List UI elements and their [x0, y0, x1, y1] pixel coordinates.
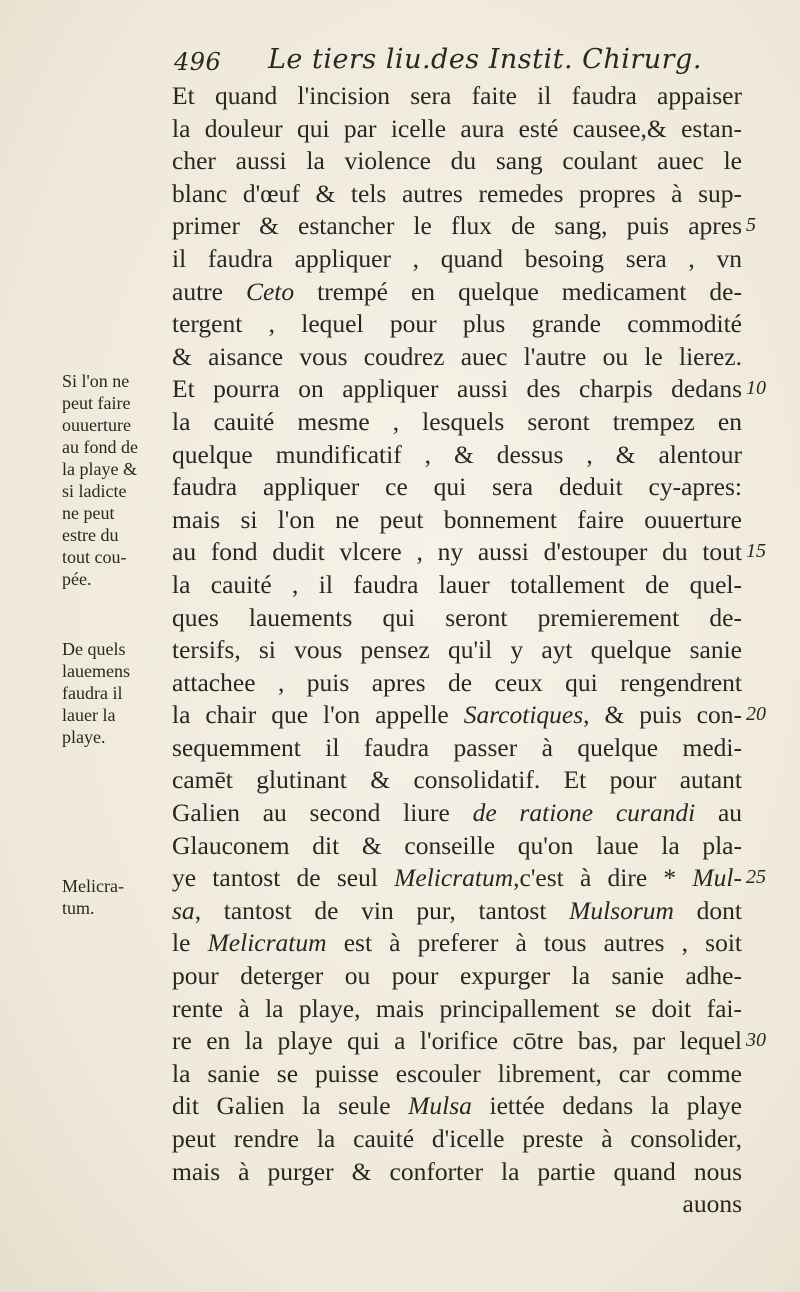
text-line [172, 80, 742, 113]
text-segment: & aisance vous coudrez auec l'autre ou le lierez. [172, 341, 742, 371]
text-segment: , & puis con- [583, 700, 742, 730]
text-segment: re en la playe qui a l'orifice cōtre bas, par lequel [172, 1026, 742, 1056]
margin-note-melicratum [62, 875, 172, 919]
line-number: 30 [746, 1029, 766, 1052]
text-line [172, 569, 742, 602]
text-line [172, 830, 742, 863]
page-header [174, 44, 702, 84]
text-segment: dont [673, 895, 742, 925]
text-line [172, 406, 742, 439]
text-segment: tergent , lequel pour plus grande commodité [172, 309, 742, 339]
main-text-block [172, 80, 742, 1221]
text-segment: Galien au second liure [172, 798, 473, 828]
margin-note-line: tout cou- [62, 547, 127, 567]
margin-note-line: Melicra- [62, 876, 124, 896]
text-segment: Et pourra on appliquer aussi des charpis dedans [172, 374, 742, 404]
margin-note-line: estre du [62, 525, 119, 545]
margin-note-line: peut faire [62, 393, 131, 413]
text-line [172, 602, 742, 635]
text-line [172, 1156, 742, 1189]
text-line [172, 699, 742, 732]
text-segment: mais si l'on ne peut bonnement faire ouuerture [172, 504, 742, 534]
text-segment: au fond dudit vlcere , ny aussi d'estouper du tout [172, 537, 742, 567]
text-segment: il faudra appliquer , quand besoing sera , vn [172, 243, 742, 273]
text-line [172, 276, 742, 309]
text-segment: dit Galien la seule [172, 1091, 409, 1121]
margin-note-line: ouuerture [62, 415, 131, 435]
text-segment: sequemment il faudra passer à quelque medi- [172, 732, 742, 762]
text-segment: attachee , puis apres de ceux qui rengendrent [172, 667, 742, 697]
text-line [172, 634, 742, 667]
italic-term: sa [172, 895, 195, 925]
text-segment: iettée dedans la playe [471, 1091, 742, 1121]
line-number: 25 [746, 866, 766, 889]
text-segment: , tantost de vin pur, tantost [194, 895, 570, 925]
text-line [172, 210, 742, 243]
margin-note-lauemens [62, 638, 172, 748]
margin-note-line: Si l'on ne [62, 371, 130, 391]
text-line [172, 960, 742, 993]
text-segment: camēt glutinant & consolidatif. Et pour autant [172, 765, 742, 795]
line-number: 20 [746, 703, 766, 726]
margin-note-line: faudra il [62, 683, 123, 703]
text-segment: ques lauements qui seront premierement de- [172, 602, 742, 632]
text-segment: autre [172, 276, 246, 306]
text-line [172, 1188, 742, 1221]
text-line [172, 1058, 742, 1091]
italic-term: Mulsa [408, 1091, 472, 1121]
italic-term: Ceto [245, 276, 295, 306]
margin-note-line: tum. [62, 898, 95, 918]
text-line [172, 732, 742, 765]
text-line [172, 308, 742, 341]
text-line [172, 341, 742, 374]
text-segment: primer & estancher le flux de sang, puis apres [172, 211, 742, 241]
text-line [172, 895, 742, 928]
text-line [172, 178, 742, 211]
text-line [172, 764, 742, 797]
text-segment: peut rendre la cauité d'icelle preste à consolider, [172, 1124, 742, 1153]
text-segment: la douleur qui par icelle aura esté causee,& estan- [172, 113, 742, 143]
text-segment: faudra appliquer ce qui sera deduit cy-apres: [172, 472, 742, 502]
text-line [172, 1123, 742, 1156]
text-segment: la cauité mesme , lesquels seront trempez en [172, 406, 742, 436]
margin-note-line: lauer la [62, 705, 116, 725]
line-number: 10 [746, 377, 766, 400]
text-line [172, 927, 742, 960]
text-line [172, 504, 742, 537]
text-line [172, 536, 742, 569]
margin-note-line: au fond de [62, 437, 138, 457]
text-segment: ,c'est à dire * [513, 863, 693, 893]
italic-term: Melicratum [394, 863, 514, 893]
text-line [172, 993, 742, 1026]
text-segment: la cauité , il faudra lauer totallement de quel- [172, 569, 742, 599]
margin-note-incision [62, 370, 172, 590]
text-line [172, 1025, 742, 1058]
text-line [172, 373, 742, 406]
text-line [172, 243, 742, 276]
margin-note-line: lauemens [62, 661, 130, 681]
text-segment: quelque mundificatif , & dessus , & alentour [172, 439, 742, 469]
text-segment: auons [682, 1189, 742, 1219]
text-segment: ye tantost de seul [172, 863, 395, 893]
margin-note-line: si ladicte [62, 481, 127, 501]
italic-term: Mul- [692, 863, 742, 893]
text-segment: Glauconem dit & conseille qu'on laue la pla- [172, 830, 742, 860]
text-segment: rente à la playe, mais principallement se doit fai- [172, 993, 742, 1023]
text-segment: le [172, 928, 208, 958]
text-segment: la chair que l'on appelle [172, 700, 464, 730]
line-number: 5 [746, 214, 756, 237]
text-line [172, 797, 742, 830]
text-line [172, 113, 742, 146]
text-line [172, 862, 742, 895]
text-segment: pour deterger ou pour expurger la sanie adhe- [172, 961, 742, 991]
line-number: 15 [746, 540, 766, 563]
margin-note-line: playe. [62, 727, 106, 747]
text-segment: trempé en quelque medicament de- [294, 276, 742, 306]
italic-term: Mulsorum [569, 895, 674, 925]
text-segment: blanc d'œuf & tels autres remedes propres à sup- [172, 178, 742, 208]
italic-term: Sarcotiques [463, 700, 584, 730]
text-line [172, 667, 742, 700]
margin-note-line: ne peut [62, 503, 115, 523]
running-title: Le tiers liu.des Instit. Chirurg. [268, 44, 702, 75]
folio-number: 496 [174, 48, 222, 76]
text-segment: la sanie se puisse escouler librement, car comme [172, 1058, 742, 1088]
text-segment: au [695, 798, 743, 828]
text-segment: cher aussi la violence du sang coulant auec le [172, 146, 742, 176]
margin-note-line: De quels [62, 639, 126, 659]
text-line [172, 145, 742, 178]
text-line [172, 471, 742, 504]
text-line [172, 1090, 742, 1123]
text-segment: est à preferer à tous autres , soit [326, 928, 743, 958]
text-line [172, 439, 742, 472]
italic-term: de ratione curandi [472, 798, 696, 828]
margin-note-line: pée. [62, 569, 92, 589]
text-segment: mais à purger & conforter la partie quand nous [172, 1156, 742, 1186]
text-segment: Et quand l'incision sera faite il faudra appaiser [172, 81, 742, 110]
italic-term: Melicratum [207, 928, 327, 958]
margin-note-line: la playe & [62, 459, 137, 479]
text-segment: tersifs, si vous pensez qu'il y ayt quelque sanie [172, 635, 742, 665]
